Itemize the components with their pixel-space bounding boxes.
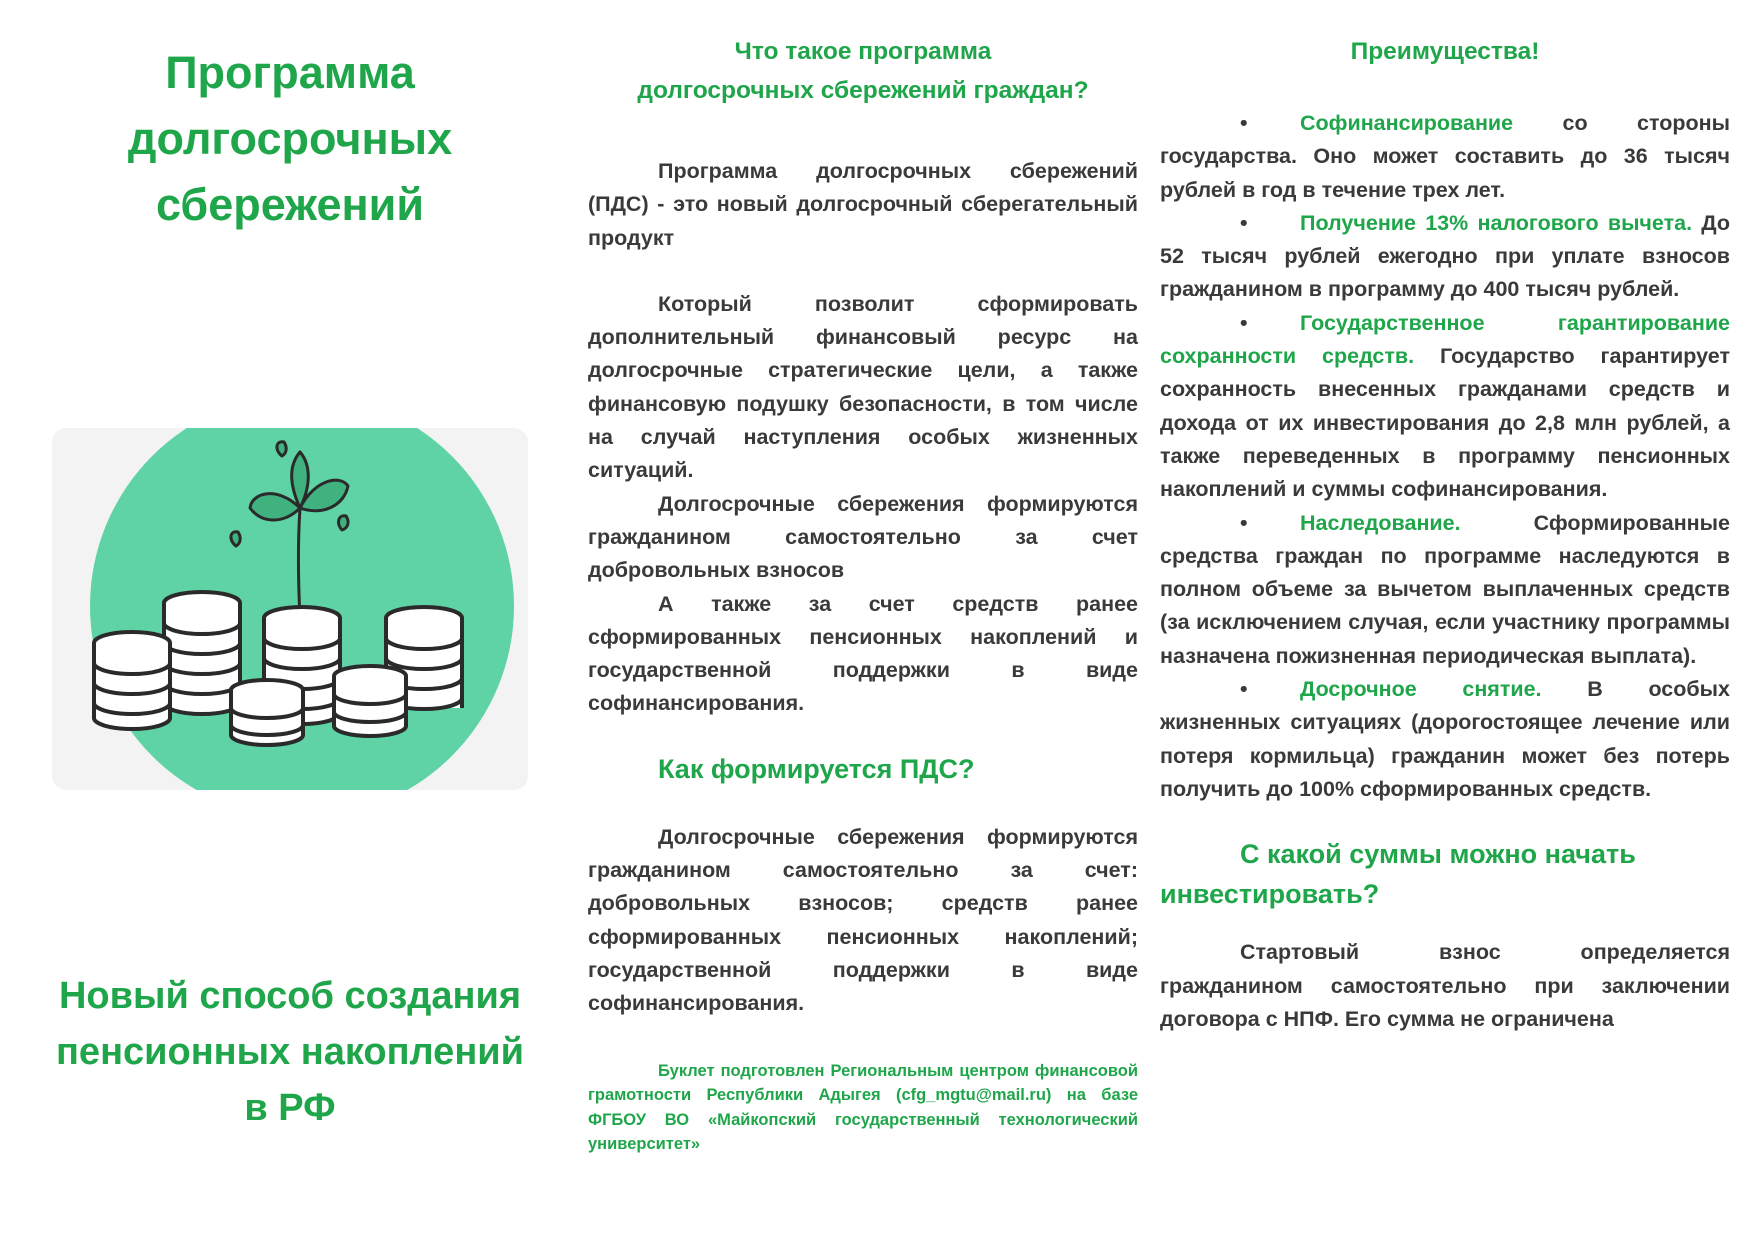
advantage-text: Государство гарантирует сохранность внесенных гражданами средств и дохода от их инвестирования до 2,8 млн рублей, а также переведенных в программу пенсионных накоплений и суммы софинансирования. <box>1160 344 1730 502</box>
title-line: сбережений <box>155 179 425 230</box>
paragraph: А также за счет средств ранее сформированных пенсионных накоплений и государственной поддержки в виде софинансирования. <box>588 591 1138 716</box>
advantage-item <box>1160 207 1730 307</box>
right-column <box>1160 32 1730 1036</box>
booklet-credit: Буклет подготовлен Региональным центром финансовой грамотности Республики Адыгея (cfg_mgtu@mail.ru) на базе ФГБОУ ВО «Майкопский государственный технологический университет» <box>588 1061 1138 1154</box>
paragraph: Долгосрочные сбережения формируются гражданином самостоятельно за счет добровольных взносов <box>588 491 1138 583</box>
bullet-icon: • <box>1240 210 1248 235</box>
bullet-icon: • <box>1240 111 1248 135</box>
paragraph: Программа долгосрочных сбережений (ПДС) - это новый долгосрочный сберегательный продукт <box>588 159 1138 250</box>
bullet-icon: • <box>1240 677 1248 702</box>
advantage-label: Получение 13% налогового вычета. <box>1300 210 1693 235</box>
advantage-text: со стороны государства. Оно может составить до 36 тысяч рублей в год в течение трех лет. <box>1160 111 1730 202</box>
bullet-icon: • <box>1240 310 1248 335</box>
coin-stack <box>94 632 170 729</box>
heading-line: Что такое программа <box>734 38 992 65</box>
bullet-icon: • <box>1240 510 1248 535</box>
advantage-label: Наследование. <box>1300 510 1461 535</box>
subtitle-line: Новый способ создания <box>58 975 522 1017</box>
advantage-text: Сформированные средства граждан по программе наследуются в полном объеме за вычетом выплаченных средств (за исключением случая, если участнику программы назначена пожизненная периодическая выплата). <box>1160 510 1730 668</box>
coins-sprout-illustration <box>52 428 528 790</box>
advantage-item <box>1160 307 1730 507</box>
paragraph: Долгосрочные сбережения формируются гражданином самостоятельно за счет: добровольных взносов; средств ранее сформированных пенсионных накоплений; государственной поддержки в виде софинансирования. <box>588 824 1138 1016</box>
title-line: Программа <box>165 47 415 98</box>
coin-stack <box>334 666 406 736</box>
advantage-label: Софинансирование <box>1300 111 1514 135</box>
heading-line: долгосрочных сбережений граждан? <box>637 77 1089 104</box>
how-formed-heading: Как формируется ПДС? <box>658 753 975 784</box>
what-is-heading <box>588 32 1138 110</box>
coin-stack <box>231 680 303 745</box>
title-line: долгосрочных <box>127 113 453 164</box>
subtitle-line: в РФ <box>244 1087 336 1129</box>
advantage-text: В особых жизненных ситуациях (дорогостоящее лечение или потеря кормильца) гражданин может без потерь получить до 100% сформированных средств. <box>1160 677 1730 801</box>
advantage-item <box>1160 673 1730 806</box>
advantage-text: До 52 тысяч рублей ежегодно при уплате взносов гражданином в программу до 400 тысяч рублей. <box>1160 210 1730 302</box>
start-amount-heading: С какой суммы можно начать инвестировать? <box>1160 839 1636 910</box>
coin-stack <box>164 592 240 714</box>
paragraph: Стартовый взнос определяется гражданином самостоятельно при заключении договора с НПФ. Его сумма не ограничена <box>1160 940 1730 1031</box>
brochure-subtitle <box>30 968 550 1136</box>
subtitle-line: пенсионных накоплений <box>55 1031 524 1073</box>
advantages-heading: Преимущества! <box>1350 38 1540 65</box>
middle-column <box>588 32 1138 1157</box>
advantage-item <box>1160 107 1730 207</box>
advantage-item <box>1160 507 1730 673</box>
advantage-label: Досрочное снятие. <box>1300 677 1542 702</box>
paragraph: Который позволит сформировать дополнительный финансовый ресурс на долгосрочные стратегические цели, а также финансовую подушку безопасности, в том числе на случай наступления особых жизненных ситуаций. <box>588 291 1138 483</box>
brochure-title <box>40 40 540 238</box>
advantage-label: Государственное гарантирование сохранности средств. <box>1160 310 1730 369</box>
